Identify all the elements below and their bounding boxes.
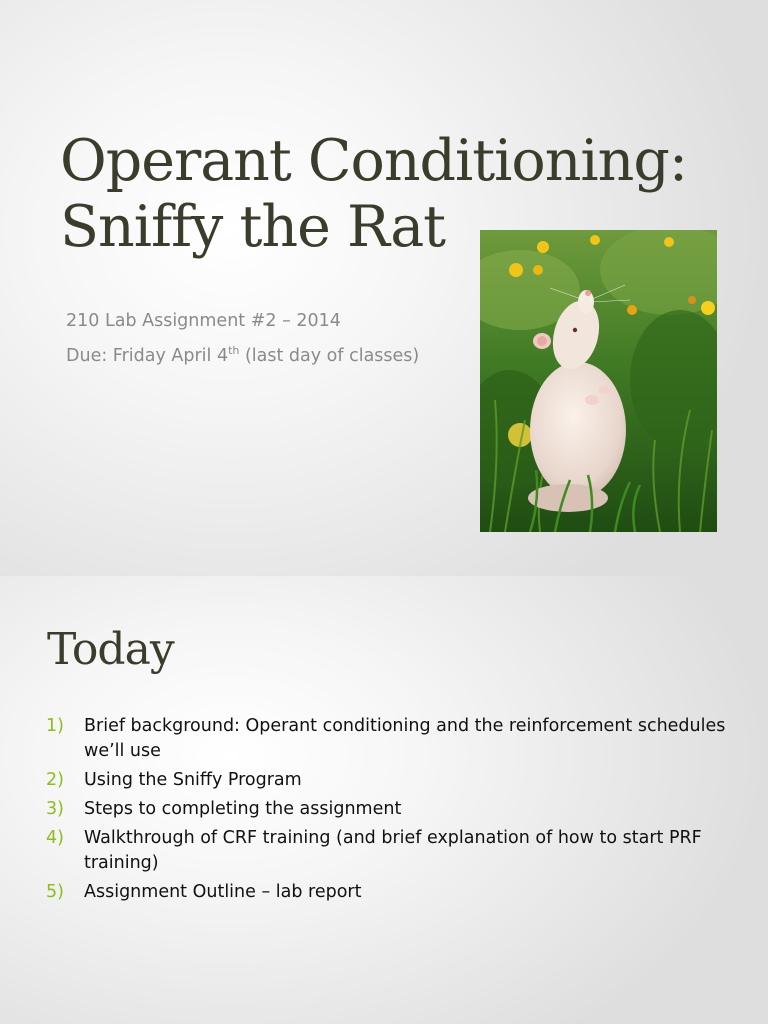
title-line-2: Sniffy the Rat bbox=[60, 194, 446, 260]
agenda-item-text: Brief background: Operant conditioning and the reinforcement schedules we’ll use bbox=[84, 716, 726, 761]
due-prefix: Due: Friday April 4 bbox=[66, 345, 229, 366]
due-superscript: th bbox=[228, 344, 240, 357]
agenda-item bbox=[46, 880, 726, 905]
agenda-item-number: 5) bbox=[46, 882, 64, 902]
agenda-item bbox=[46, 714, 726, 764]
due-suffix: (last day of classes) bbox=[239, 345, 420, 366]
agenda-item-number: 3) bbox=[46, 799, 64, 819]
title-line-1: Operant Conditioning: bbox=[60, 128, 688, 194]
rat-in-grass-illustration bbox=[480, 230, 717, 532]
slide-subtitle bbox=[66, 306, 419, 371]
agenda-item-number: 1) bbox=[46, 716, 64, 736]
agenda-list bbox=[46, 714, 726, 909]
agenda-item bbox=[46, 768, 726, 793]
agenda-item-text: Steps to completing the assignment bbox=[84, 799, 402, 819]
agenda-item bbox=[46, 826, 726, 876]
rat-photo bbox=[480, 230, 717, 532]
agenda-item-number: 2) bbox=[46, 770, 64, 790]
agenda-heading: Today bbox=[47, 624, 174, 675]
assignment-label: 210 Lab Assignment #2 – 2014 bbox=[66, 311, 341, 331]
agenda-item-text: Using the Sniffy Program bbox=[84, 770, 302, 790]
due-date bbox=[66, 336, 419, 371]
agenda-item-text: Assignment Outline – lab report bbox=[84, 882, 362, 902]
agenda-item bbox=[46, 797, 726, 822]
agenda-item-text: Walkthrough of CRF training (and brief explanation of how to start PRF training) bbox=[84, 828, 702, 873]
agenda-item-number: 4) bbox=[46, 828, 64, 848]
